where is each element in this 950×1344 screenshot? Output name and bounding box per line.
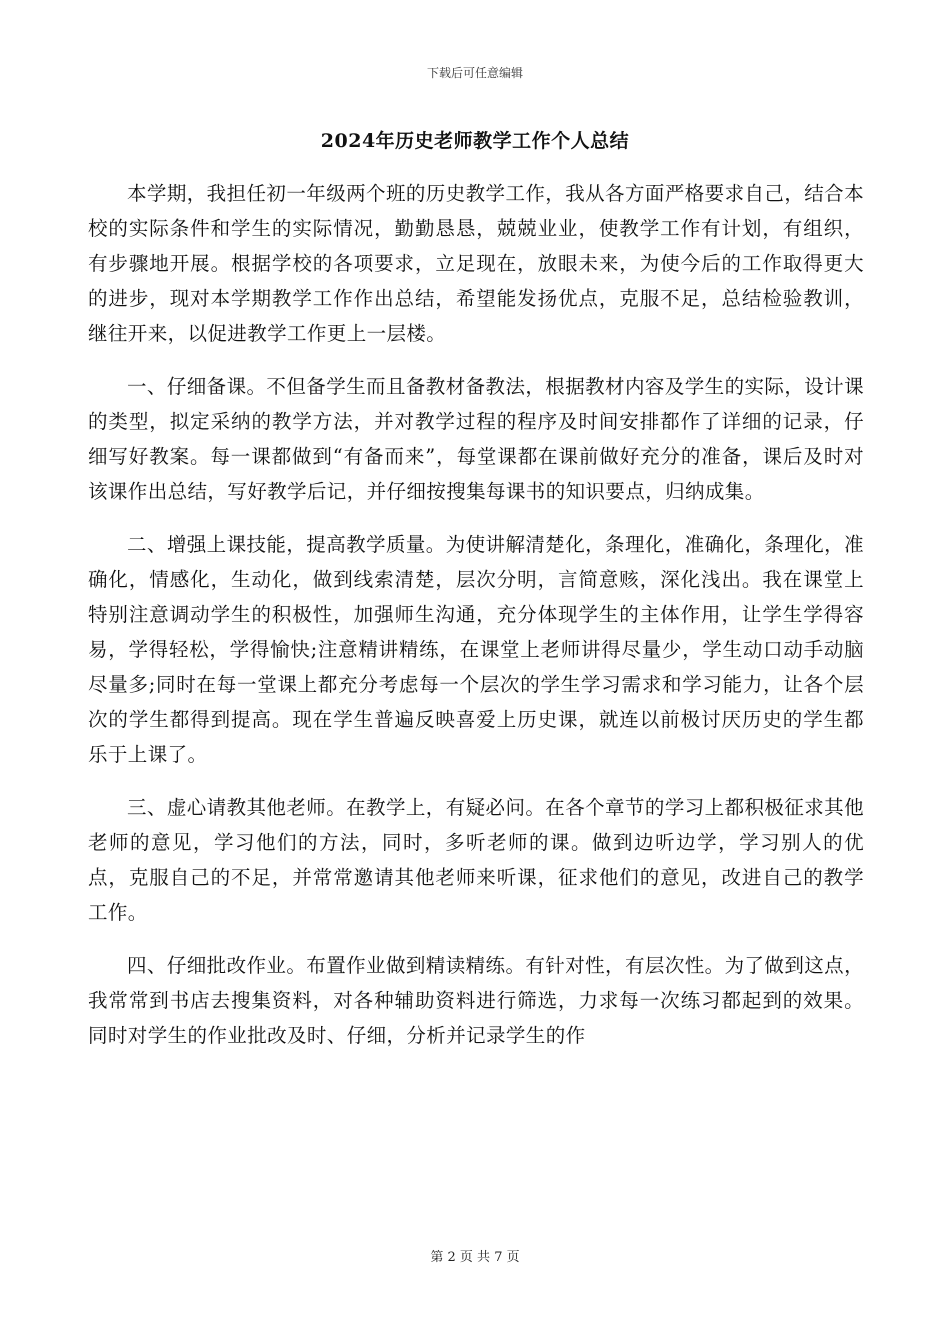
- paragraph-section-2: 二、增强上课技能，提高教学质量。为使讲解清楚化，条理化，准确化，条理化，准确化，情感化，生动化，做到线索清楚，层次分明，言简意赅，深化浅出。我在课堂上特别注意调动学生的积极性，加强师生沟通，充分体现学生的主体作用，让学生学得容易，学得轻松，学得愉快;注意精讲精练，在课堂上老师讲得尽量少，学生动口动手动脑尽量多;同时在每一堂课上都充分考虑每一个层次的学生学习需求和学习能力，让各个层次的学生都得到提高。现在学生普遍反映喜爱上历史课，就连以前极讨厌历史的学生都乐于上课了。: [88, 533, 864, 766]
- paragraph-intro: 本学期，我担任初一年级两个班的历史教学工作，我从各方面严格要求自己，结合本校的实际条件和学生的实际情况，勤勤恳恳，兢兢业业，使教学工作有计划，有组织，有步骤地开展。根据学校的各项要求，立足现在，放眼未来，为使今后的工作取得更大的进步，现对本学期教学工作作出总结，希望能发扬优点，克服不足，总结检验教训，继往开来，以促进教学工作更上一层楼。: [88, 182, 864, 345]
- document-title: 2024年历史老师教学工作个人总结: [320, 130, 630, 152]
- paragraph-section-4: 四、仔细批改作业。布置作业做到精读精练。有针对性，有层次性。为了做到这点，我常常到书店去搜集资料，对各种辅助资料进行筛选，力求每一次练习都起到的效果。同时对学生的作业批改及时、仔细，分析并记录学生的作: [88, 954, 864, 1047]
- document-body: [88, 176, 864, 1071]
- page-number: 第 2 页 共 7 页: [430, 1250, 520, 1265]
- paragraph-section-3: 三、虚心请教其他老师。在教学上，有疑必问。在各个章节的学习上都积极征求其他老师的意见，学习他们的方法，同时，多听老师的课。做到边听边学，学习别人的优点，克服自己的不足，并常常邀请其他老师来听课，征求他们的意见，改进自己的教学工作。: [88, 796, 864, 924]
- page-header-note: 下载后可任意编辑: [426, 66, 523, 80]
- paragraph-section-1: 一、仔细备课。不但备学生而且备教材备教法，根据教材内容及学生的实际，设计课的类型，拟定采纳的教学方法，并对教学过程的程序及时间安排都作了详细的记录，仔细写好教案。每一课都做到“有备而来”，每堂课都在课前做好充分的准备，课后及时对该课作出总结，写好教学后记，并仔细按搜集每课书的知识要点，归纳成集。: [88, 375, 864, 503]
